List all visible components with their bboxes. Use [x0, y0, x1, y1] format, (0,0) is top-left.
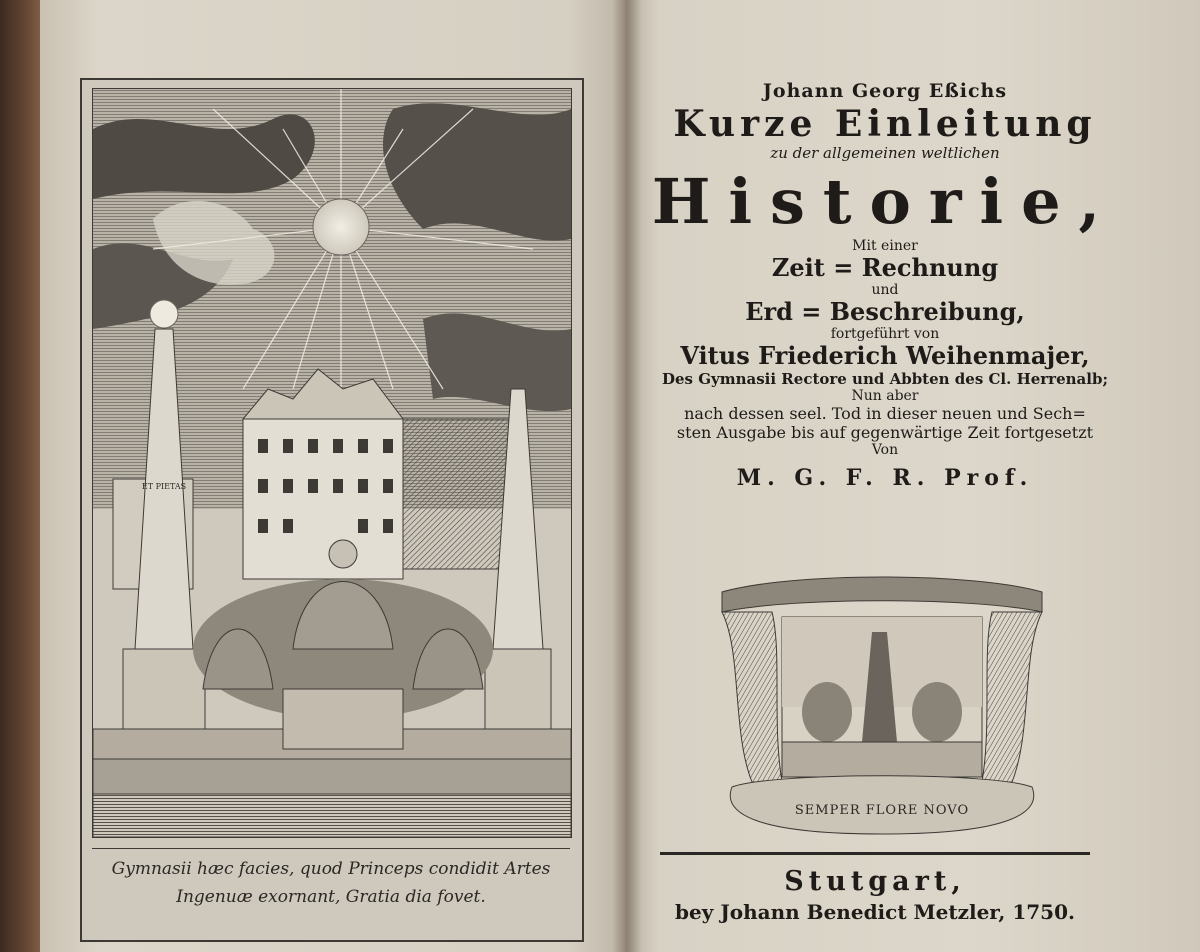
- title-kurze-einleitung: Kurze Einleitung: [673, 103, 1097, 145]
- vignette-motto: SEMPER FLORE NOVO: [794, 803, 970, 818]
- title-historie: Historie,: [651, 165, 1119, 238]
- engraving-illustration: [93, 89, 571, 837]
- und-label: und: [871, 282, 899, 298]
- imprint-city: Stutgart,: [784, 866, 966, 897]
- vignette-illustration: [712, 572, 1052, 840]
- imprint-publisher: bey Johann Benedict Metzler, 1750.: [675, 900, 1075, 924]
- engraving-caption: [92, 848, 570, 928]
- author-name: Johann Georg Eßichs: [762, 80, 1008, 102]
- edition-line-1: nach dessen seel. Tod in dieser neuen und Sech=: [684, 404, 1086, 423]
- caption-line-2: Ingenuæ exornant, Gratia dia fovet.: [176, 887, 486, 907]
- von-label: Von: [871, 442, 899, 458]
- fortgefuehrt-label: fortgeführt von: [830, 326, 940, 342]
- edition-line-2: sten Ausgabe bis auf gegenwärtige Zeit fortgesetzt: [676, 423, 1094, 442]
- mit-einer-label: Mit einer: [852, 238, 918, 254]
- continuator-name: Vitus Friederich Weihenmajer,: [680, 341, 1090, 370]
- title-vignette: [712, 572, 1052, 840]
- continuator-title: Des Gymnasii Rectore und Abbten des Cl. Herrenalb;: [662, 370, 1108, 388]
- obelisk-inscription: ET PIETAS: [141, 482, 187, 491]
- book-gutter: [612, 0, 642, 952]
- title-subline: zu der allgemeinen weltlichen: [770, 144, 1000, 162]
- zeit-rechnung: Zeit = Rechnung: [771, 253, 999, 282]
- nun-aber-label: Nun aber: [851, 388, 919, 404]
- engraving-scene: [92, 88, 572, 838]
- title-block: [650, 80, 1120, 492]
- caption-line-1: Gymnasii hæc facies, quod Princeps condidit Artes: [111, 859, 551, 879]
- editor-initials: M. G. F. R. Prof.: [736, 465, 1034, 491]
- frontispiece-engraving: [80, 78, 584, 942]
- imprint-rule: [660, 852, 1090, 855]
- imprint: [660, 866, 1090, 926]
- erd-beschreibung: Erd = Beschreibung,: [745, 297, 1025, 326]
